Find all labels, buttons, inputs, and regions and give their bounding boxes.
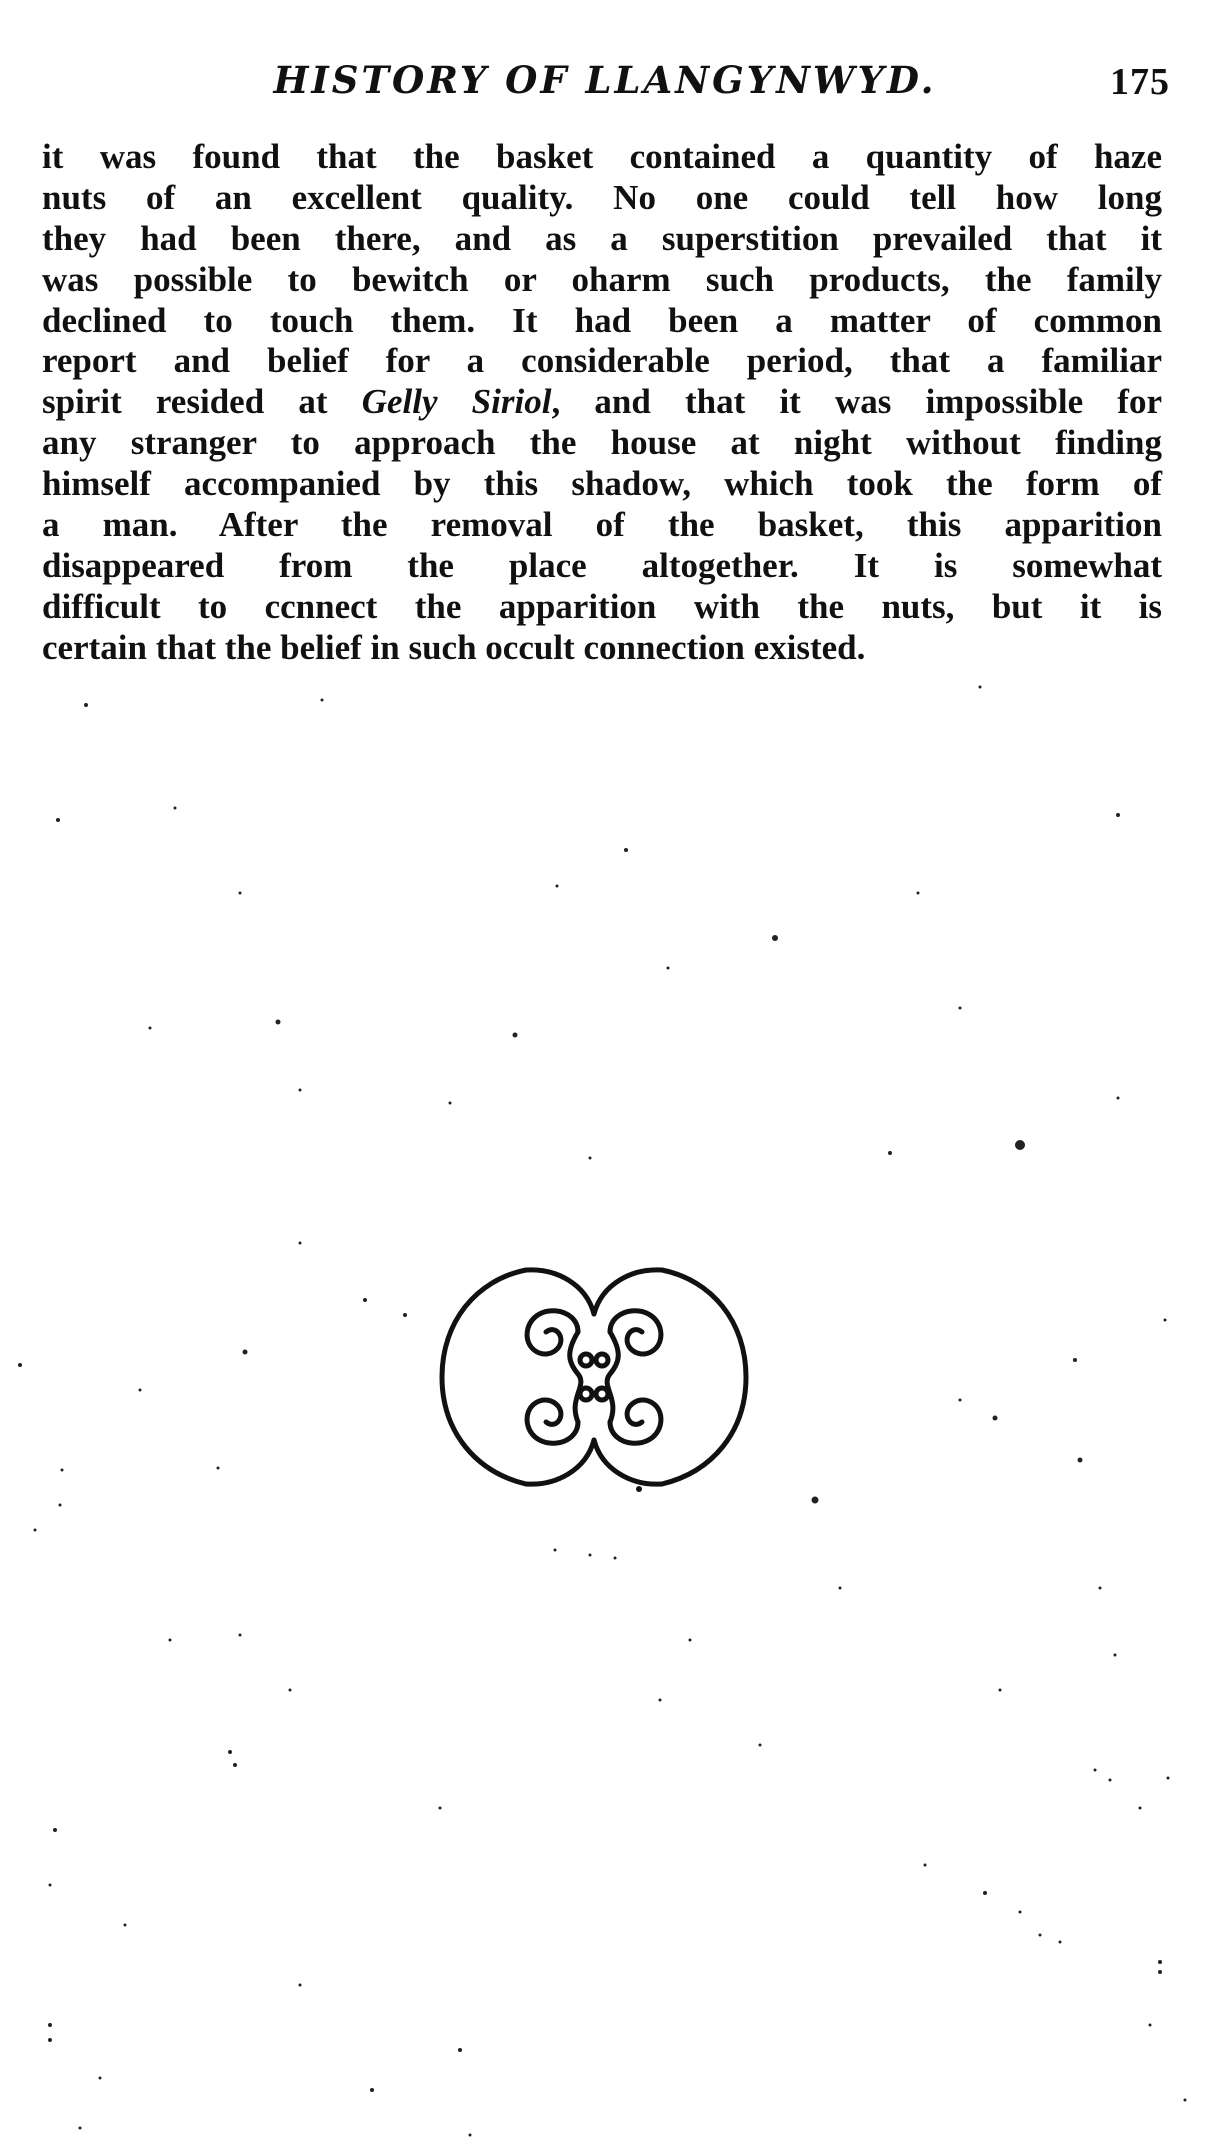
text-line: they had been there, and as a superstition prevailed that it bbox=[42, 218, 1162, 258]
text-line: nuts of an excellent quality. No one could tell how long bbox=[42, 177, 1162, 217]
scroll-ornament-icon bbox=[436, 1262, 752, 1492]
body-paragraph bbox=[42, 137, 1162, 669]
text-line bbox=[42, 382, 1162, 423]
text-line: a man. After the removal of the basket, this apparition bbox=[42, 505, 1162, 545]
running-title: HISTORY OF LLANGYNWYD. bbox=[273, 58, 937, 102]
text-segment: , and that it was impossible for bbox=[551, 382, 1162, 422]
text-line: disappeared from the place altogether. It is somewhat bbox=[42, 545, 1162, 585]
text-line: himself accompanied by this shadow, which took the form of bbox=[42, 464, 1162, 504]
text-line: report and belief for a considerable period, that a familiar bbox=[42, 341, 1162, 381]
page-number: 175 bbox=[1110, 61, 1170, 103]
text-line: difficult to ccnnect the apparition with the nuts, but it is bbox=[42, 586, 1162, 626]
text-line: it was found that the basket contained a quantity of haze bbox=[42, 137, 1162, 176]
running-head bbox=[40, 52, 1170, 108]
text-line: was possible to bewitch or oharm such products, the family bbox=[42, 259, 1162, 299]
text-segment: spirit resided at bbox=[42, 382, 362, 422]
text-line: certain that the belief in such occult connection existed. bbox=[42, 627, 866, 667]
text-line: any stranger to approach the house at night without finding bbox=[42, 423, 1162, 463]
place-name: Gelly Siriol bbox=[361, 382, 552, 422]
text-line: declined to touch them. It had been a matter of common bbox=[42, 300, 1162, 340]
